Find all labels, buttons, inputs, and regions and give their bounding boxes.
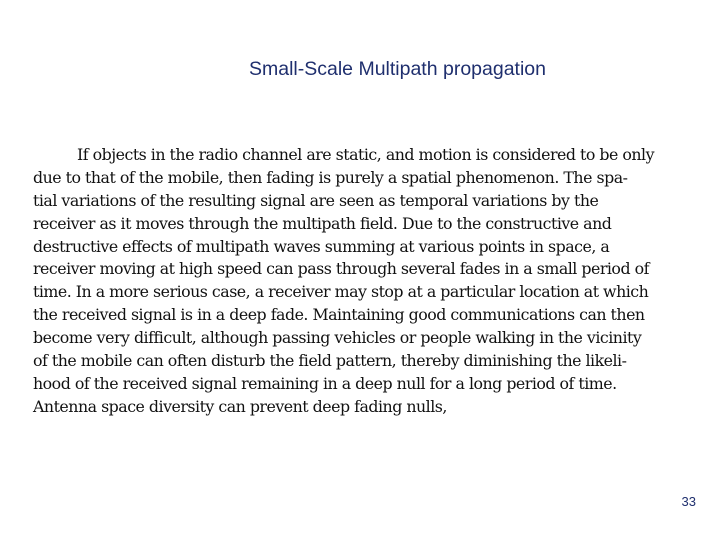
page-number: 33 [681, 494, 696, 509]
text-line-5: destructive effects of multipath waves summing at various points in space, a [33, 236, 610, 256]
text-line-3: tial variations of the resulting signal are seen as temporal variations by the [33, 190, 599, 210]
slide-title: Small-Scale Multipath propagation [249, 58, 546, 80]
text-line-10: of the mobile can often disturb the field pattern, thereby diminishing the likeli- [33, 351, 627, 371]
text-line-2: due to that of the mobile, then fading is purely a spatial phenomenon. The spa- [33, 167, 628, 187]
text-line-9: become very difficult, although passing vehicles or people walking in the vicinity [33, 328, 642, 348]
text-line-4: receiver as it moves through the multipath field. Due to the constructive and [33, 213, 612, 233]
text-line-6: receiver moving at high speed can pass through several fades in a small period of [33, 259, 649, 279]
scanned-text-excerpt [33, 144, 693, 419]
text-line-7: time. In a more serious case, a receiver may stop at a particular location at which [33, 282, 649, 302]
text-line-1: If objects in the radio channel are static, and motion is considered to be only [77, 145, 655, 164]
text-line-12: Antenna space diversity can prevent deep fading nulls, [33, 396, 447, 416]
text-line-11: hood of the received signal remaining in a deep null for a long period of time. [33, 373, 617, 393]
text-line-8: the received signal is in a deep fade. Maintaining good communications can then [33, 305, 645, 325]
